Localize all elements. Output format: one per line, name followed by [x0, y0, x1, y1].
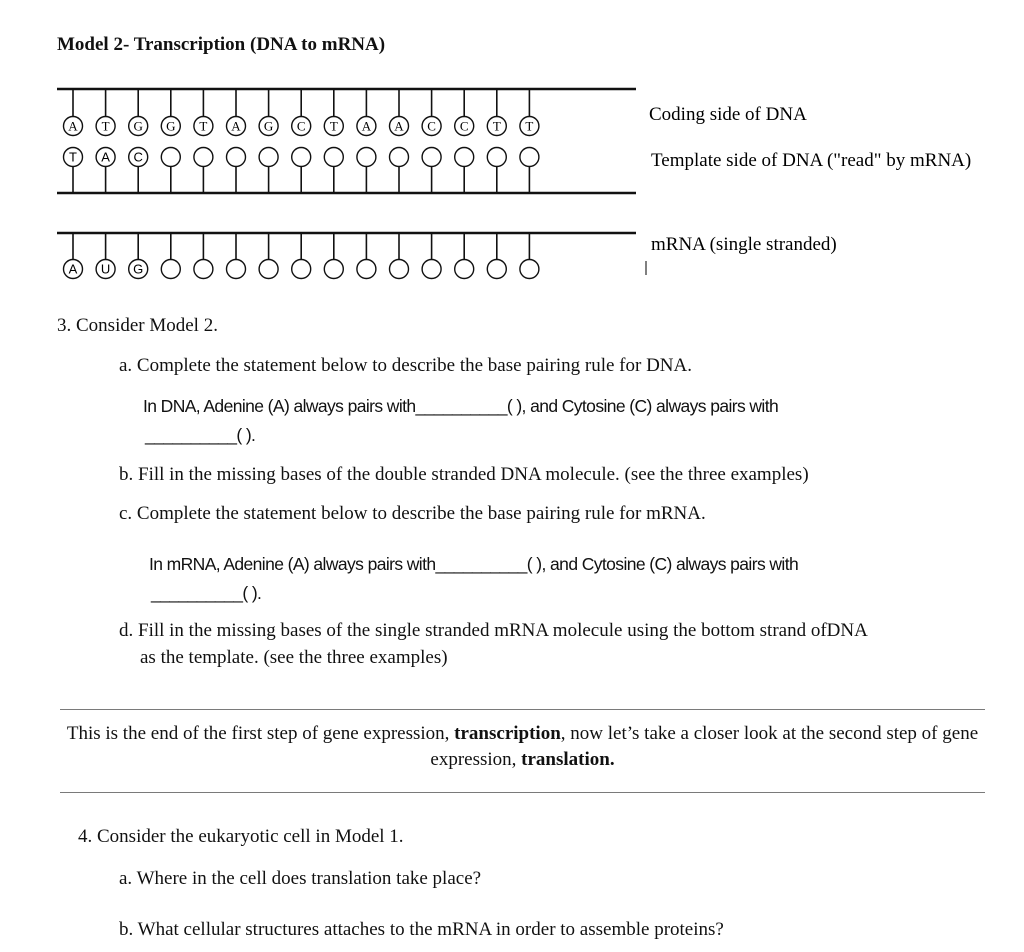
coding-base-letter: G [166, 118, 176, 134]
template-base-circle [259, 148, 278, 167]
coding-base-letter: C [296, 118, 306, 134]
coding-base-letter: C [427, 118, 436, 134]
template-base-circle [520, 148, 539, 167]
template-base-circle [227, 148, 246, 167]
coding-strand [64, 89, 539, 136]
template-base-circle [422, 148, 441, 167]
coding-base-letter: A [394, 118, 404, 134]
mrna-base-circle [357, 260, 376, 279]
mrna-base-circle [520, 260, 539, 279]
mrna-base-circle [390, 260, 409, 279]
template-base-letter: T [69, 149, 77, 165]
coding-base-letter: A [361, 118, 372, 134]
mrna-base-letter: U [100, 261, 111, 277]
transition-callout [60, 721, 985, 773]
mrna-base-circle [227, 260, 246, 279]
coding-base-letter: T [199, 118, 208, 134]
question-3c-statement-line1: In mRNA, Adenine (A) always pairs with__________( ), and Cytosine (C) always pairs with [149, 554, 799, 574]
callout-bold-transcription: transcription [454, 723, 561, 744]
coding-base-letter: G [263, 118, 274, 134]
mrna-base-circle [292, 260, 311, 279]
mrna-base-letter: A [68, 261, 78, 277]
mrna-strand [64, 233, 539, 279]
divider-top [60, 709, 985, 710]
question-3d-line2: as the template. (see the three examples) [140, 647, 448, 668]
coding-base-letter: C [459, 118, 469, 134]
template-base-circle [455, 148, 474, 167]
coding-base-letter: T [492, 118, 501, 134]
template-base-circle [390, 148, 409, 167]
coding-strand-label: Coding side of DNA [649, 104, 807, 125]
template-strand [64, 148, 539, 194]
divider-bottom [60, 792, 985, 793]
mrna-base-circle [324, 260, 343, 279]
question-4: 4. Consider the eukaryotic cell in Model 1. [78, 826, 404, 847]
callout-text-start: This is the end of the first step of gene expression, [66, 723, 455, 744]
question-3a: a. Complete the statement below to describe the base pairing rule for DNA. [119, 355, 692, 376]
template-base-circle [324, 148, 343, 167]
coding-base-letter: A [231, 118, 241, 134]
mrna-base-circle [194, 260, 213, 279]
template-base-letter: C [133, 149, 143, 165]
transcription-diagram [0, 80, 1024, 280]
mrna-base-circle [422, 260, 441, 279]
coding-base-letter: T [329, 118, 338, 134]
template-base-circle [357, 148, 376, 167]
template-base-circle [161, 148, 180, 167]
mrna-base-circle [487, 260, 506, 279]
mrna-base-circle [259, 260, 278, 279]
coding-base-letter: T [525, 118, 534, 134]
template-strand-label: Template side of DNA ("read" by mRNA) [651, 150, 972, 171]
coding-base-letter: T [101, 118, 110, 134]
question-3a-statement-line1: In DNA, Adenine (A) always pairs with__________( ), and Cytosine (C) always pairs with [143, 396, 779, 416]
mrna-base-circle [455, 260, 474, 279]
callout-bold-translation: translation. [521, 749, 615, 770]
question-3c-statement-line2: __________( ). [151, 583, 262, 603]
question-3: 3. Consider Model 2. [57, 315, 218, 336]
template-base-circle [292, 148, 311, 167]
question-3a-statement-line2: __________( ). [145, 425, 256, 445]
question-4b: b. What cellular structures attaches to the mRNA in order to assemble proteins? [119, 919, 724, 940]
template-base-circle [487, 148, 506, 167]
question-3b: b. Fill in the missing bases of the double stranded DNA molecule. (see the three examples) [119, 464, 809, 485]
mrna-base-letter: G [133, 261, 144, 277]
template-base-letter: A [101, 149, 110, 165]
page-title: Model 2- Transcription (DNA to mRNA) [57, 34, 386, 55]
mrna-base-circle [161, 260, 180, 279]
callout-text-middle: , now let’s take a closer look at the second step of gene expression, [430, 723, 979, 770]
template-base-circle [194, 148, 213, 167]
coding-base-letter: A [68, 118, 78, 134]
question-4a: a. Where in the cell does translation take place? [119, 868, 482, 889]
mrna-strand-label: mRNA (single stranded) [651, 234, 837, 255]
question-3c: c. Complete the statement below to describe the base pairing rule for mRNA. [119, 503, 706, 524]
coding-base-letter: G [133, 118, 143, 134]
question-3d-line1: d. Fill in the missing bases of the single stranded mRNA molecule using the bottom strand ofDNA [119, 620, 868, 641]
